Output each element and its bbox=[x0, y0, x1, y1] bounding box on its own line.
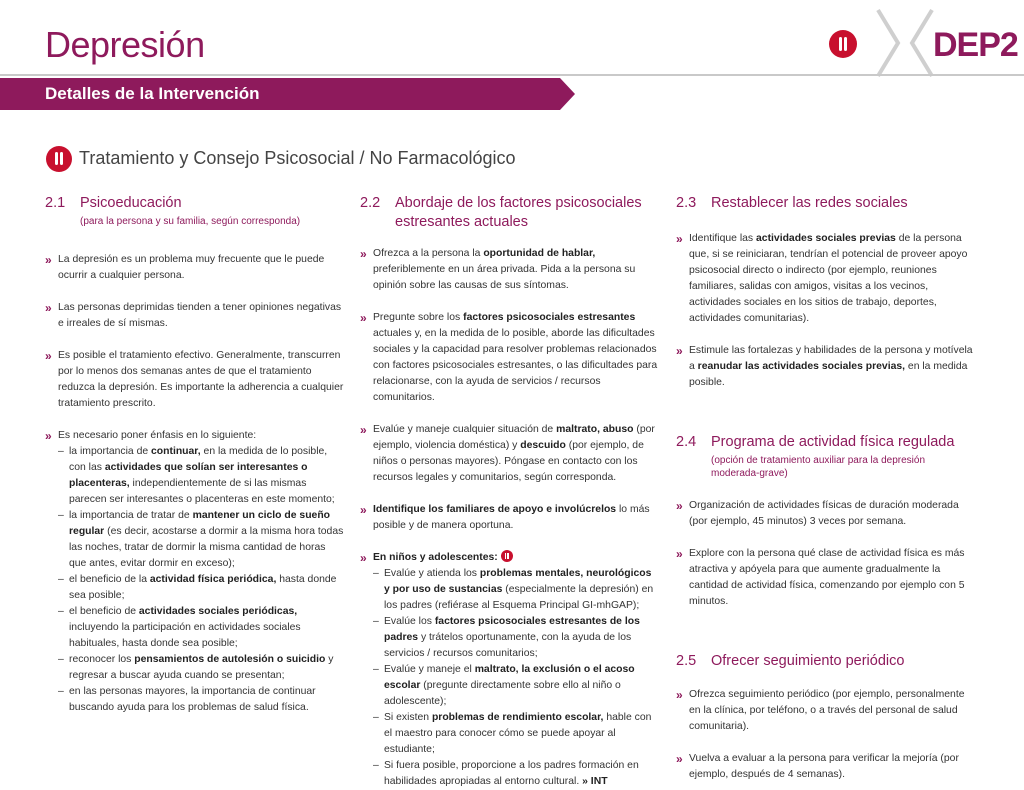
list-item: » Las personas deprimidas tienden a tener opiniones negativas e irreales de sí mismas. bbox=[45, 300, 345, 332]
list-item: » Explore con la persona qué clase de actividad física es más atractiva y apóyela para que aumente gradualmente la cantidad de actividad física, comenzando por ejemplo con 5 minutos. bbox=[676, 546, 976, 610]
list-item: » Es posible el tratamiento efectivo. Generalmente, transcurren por lo menos dos semanas antes de que el tratamiento reduzca la depresión. Es importante la adherencia a cualquier tratamiento prescrito. bbox=[45, 348, 345, 412]
heading-2-2: 2.2 Abordaje de los factores psicosociales estresantes actuales bbox=[360, 195, 642, 230]
heading-2-4: 2.4 Programa de actividad física regulada bbox=[676, 434, 955, 450]
sub-list-item: – la importancia de tratar de mantener un ciclo de sueño regular (es decir, acostarse a dormir a la misma hora todas las noches, tratar de dormir la misma cantidad de horas que antes, evitar dormir en exceso); bbox=[58, 510, 344, 569]
sub-list-item: – el beneficio de actividades sociales periódicas, incluyendo la participación en actividades sociales habituales, hasta donde sea posible; bbox=[58, 606, 301, 649]
list-item: » Vuelva a evaluar a la persona para verificar la mejoría (por ejemplo, después de 4 semanas). bbox=[676, 751, 976, 783]
sub-list-item: – reconocer los pensamientos de autolesión o suicidio y regresar a buscar ayuda cuando se presentan; bbox=[58, 654, 334, 681]
sub-list-item: – Si existen problemas de rendimiento escolar, hable con el maestro para conocer cómo se puede apoyar al estudiante; bbox=[373, 712, 652, 755]
banner-title: Detalles de la Intervención bbox=[45, 84, 260, 103]
section-title: Tratamiento y Consejo Psicosocial / No Farmacológico bbox=[79, 148, 516, 168]
child-icon bbox=[501, 550, 513, 562]
list-item: » La depresión es un problema muy frecuente que le puede ocurrir a cualquier persona. bbox=[45, 252, 345, 284]
int-link[interactable]: » INT bbox=[582, 776, 608, 787]
bullet-icon: » bbox=[360, 551, 367, 565]
bullet-icon: » bbox=[676, 344, 683, 358]
bullet-icon: » bbox=[360, 503, 367, 517]
sub-list-item: – la importancia de continuar, en la medida de lo posible, con las actividades que solían ser interesantes o placenteras, independientemente de si las mismas parecen ser interesantes o placenteras en este momento; bbox=[58, 446, 335, 505]
sub-list-item: – Evalúe y atienda los problemas mentales, neurológicos y por uso de sustancias (especialmente la depresión) en los padres (refiérase al Esquema Principal GI-mhGAP); bbox=[373, 568, 654, 611]
list-item: » Evalúe y maneje cualquier situación de maltrato, abuso (por ejemplo, violencia doméstica) y descuido (por ejemplo, de niños o personas mayores). Póngase en contacto con los recursos legales y comunitarios, según corresponda. bbox=[360, 422, 660, 486]
sub-list-item: – en las personas mayores, la importancia de continuar buscando ayuda para los problemas de salud física. bbox=[58, 686, 316, 713]
column-factores bbox=[360, 194, 660, 790]
bullet-icon: » bbox=[676, 499, 683, 513]
sub-list-item: – Evalúe y maneje el maltrato, la exclusión o el acoso escolar (pregunte directamente sobre ello al niño o adolescente); bbox=[373, 664, 635, 707]
list-item: » Es necesario poner énfasis en lo siguiente: bbox=[45, 429, 257, 443]
list-item: » En niños y adolescentes: bbox=[360, 550, 660, 566]
subheading: (para la persona y su familia, según corresponda) bbox=[80, 216, 301, 227]
two-people-icon bbox=[829, 30, 857, 58]
bullet-icon: » bbox=[45, 349, 52, 363]
bullet-icon: » bbox=[676, 688, 683, 702]
heading-2-5: 2.5 Ofrecer seguimiento periódico bbox=[676, 653, 905, 669]
list-item: » Organización de actividades físicas de duración moderada (por ejemplo, 45 minutos) 3 veces por semana. bbox=[676, 498, 976, 530]
bullet-icon: » bbox=[360, 247, 367, 261]
list-item: » Ofrezca seguimiento periódico (por ejemplo, personalmente en la clínica, por teléfono, o a través del personal de salud comunitaria). bbox=[676, 687, 976, 735]
heading-2-1: 2.1 Psicoeducación bbox=[45, 195, 182, 211]
list-item: » Ofrezca a la persona la oportunidad de hablar, preferiblemente en un área privada. Pida a la persona su opinión sobre las causas de sus síntomas. bbox=[360, 246, 660, 294]
bullet-icon: » bbox=[676, 232, 683, 246]
sub-list-item: – Evalúe los factores psicosociales estresantes de los padres y trátelos oportunamente, con la ayuda de los servicios / recursos comunitarios; bbox=[373, 616, 640, 659]
list-item: » Identifique las actividades sociales previas de la persona que, si se reiniciaran, tendrían el potencial de proveer apoyo psicosocial directo o indirecto (por ejemplo, reuniones familiares, salidas con amigos, visitas a los vecinos, actividades sociales en los sitios de trabajo, deportes, actividades comunitarias). bbox=[676, 231, 976, 327]
header-divider bbox=[0, 74, 1024, 76]
heading-2-3: 2.3 Restablecer las redes sociales bbox=[676, 195, 908, 211]
list-item: » Identifique los familiares de apoyo e involúcrelos lo más posible y de manera oportuna. bbox=[360, 502, 660, 534]
subheading: (opción de tratamiento auxiliar para la depresión moderada-grave) bbox=[711, 455, 926, 479]
sub-list-item: – Si fuera posible, proporcione a los padres formación en habilidades apropiadas al entorno cultural. » INT bbox=[373, 760, 639, 787]
page-title: Depresión bbox=[45, 24, 205, 65]
module-code: DEP2 bbox=[933, 26, 1018, 64]
list-item: » Pregunte sobre los factores psicosociales estresantes actuales y, en la medida de lo posible, aborde las dificultades sociales y la capacidad para resolver problemas relacionados con factores psicosociales estresantes, o las dificultades para relacionarse, con la ayuda de servicios / recursos comunitarios. bbox=[360, 310, 660, 406]
column-redes bbox=[676, 194, 976, 783]
bullet-icon: » bbox=[360, 311, 367, 325]
list-item: » Estimule las fortalezas y habilidades de la persona y motívela a reanudar las actividades sociales previas, en la medida posible. bbox=[676, 343, 976, 391]
bullet-icon: » bbox=[676, 547, 683, 561]
two-people-icon bbox=[46, 146, 72, 172]
bullet-icon: » bbox=[45, 253, 52, 267]
column-psicoeducacion bbox=[45, 194, 345, 716]
bullet-icon: » bbox=[360, 423, 367, 437]
bullet-icon: » bbox=[45, 301, 52, 315]
sub-list-item: – el beneficio de la actividad física periódica, hasta donde sea posible; bbox=[58, 574, 337, 601]
bullet-icon: » bbox=[676, 752, 683, 766]
bullet-icon: » bbox=[45, 429, 52, 443]
